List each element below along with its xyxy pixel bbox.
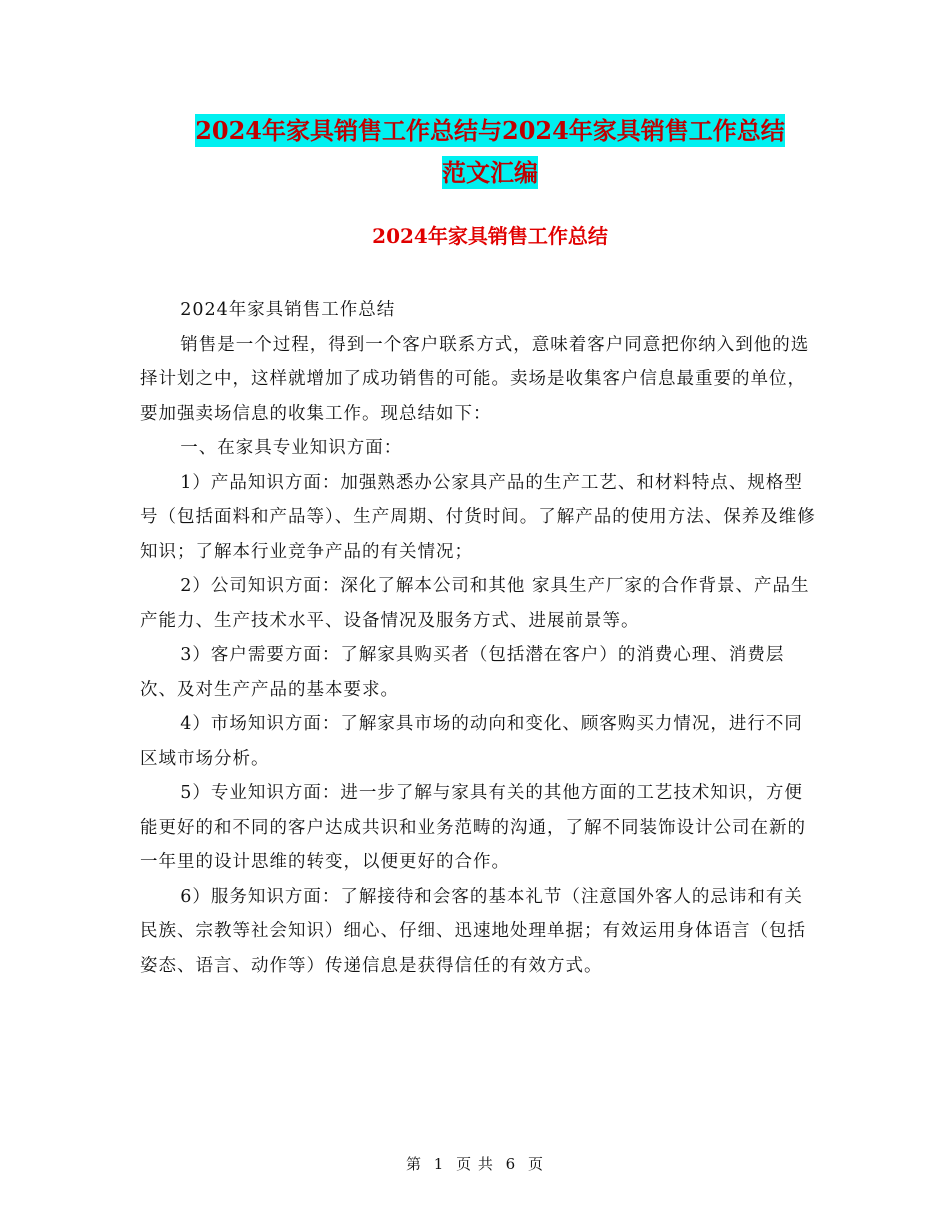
document-title-line-2 bbox=[140, 156, 840, 190]
paragraph: 4）市场知识方面：了解家具市场的动向和变化、顾客购买力情况，进行不同区域市场分析。 bbox=[140, 714, 803, 769]
paragraph: 6）服务知识方面：了解接待和会客的基本礼节（注意国外客人的忌讳和有关民族、宗教等社会知识）细心、仔细、迅速地处理单据；有效运用身体语言（包括姿态、语言、动作等）传递信息是获得信任的有效方式。 bbox=[140, 886, 806, 976]
document-body bbox=[140, 293, 820, 983]
footer-page-total: 6 bbox=[505, 1155, 517, 1173]
document-title-text-1: 2024年家具销售工作总结与2024年家具销售工作总结 bbox=[195, 116, 785, 145]
footer-middle: 页 共 bbox=[456, 1155, 494, 1173]
paragraph: 销售是一个过程，得到一个客户联系方式，意味着客户同意把你纳入到他的选择计划之中，这样就增加了成功销售的可能。卖场是收集客户信息最重要的单位，要加强卖场信息的收集工作。现总结如下： bbox=[140, 334, 810, 424]
footer-prefix: 第 bbox=[405, 1155, 422, 1173]
paragraph: 一、在家具专业知识方面： bbox=[180, 438, 403, 458]
footer-suffix: 页 bbox=[528, 1155, 545, 1173]
document-title-text-2: 范文汇编 bbox=[442, 158, 538, 187]
page-footer bbox=[0, 1153, 950, 1174]
paragraph: 2）公司知识方面：深化了解本公司和其他 家具生产厂家的合作背景、产品生产能力、生产技术水平、设备情况及服务方式、进展前景等。 bbox=[140, 576, 810, 631]
document-title-line-1 bbox=[140, 114, 840, 148]
section-title: 2024年家具销售工作总结 bbox=[372, 224, 608, 248]
paragraph: 2024年家具销售工作总结 bbox=[180, 300, 396, 320]
paragraph: 5）专业知识方面：进一步了解与家具有关的其他方面的工艺技术知识，方便能更好的和不同的客户达成共识和业务范畴的沟通，了解不同装饰设计公司在新的一年里的设计思维的转变，以便更好的合作。 bbox=[140, 783, 806, 872]
footer-page-number: 1 bbox=[433, 1155, 445, 1173]
paragraph: 1）产品知识方面：加强熟悉办公家具产品的生产工艺、和材料特点、规格型号（包括面料和产品等）、生产周期、付货时间。了解产品的使用方法、保养及维修知识；了解本行业竞争产品的有关情况； bbox=[140, 472, 816, 562]
paragraph: 3）客户需要方面：了解家具购买者（包括潜在客户）的消费心理、消费层次、及对生产产品的基本要求。 bbox=[140, 645, 785, 700]
